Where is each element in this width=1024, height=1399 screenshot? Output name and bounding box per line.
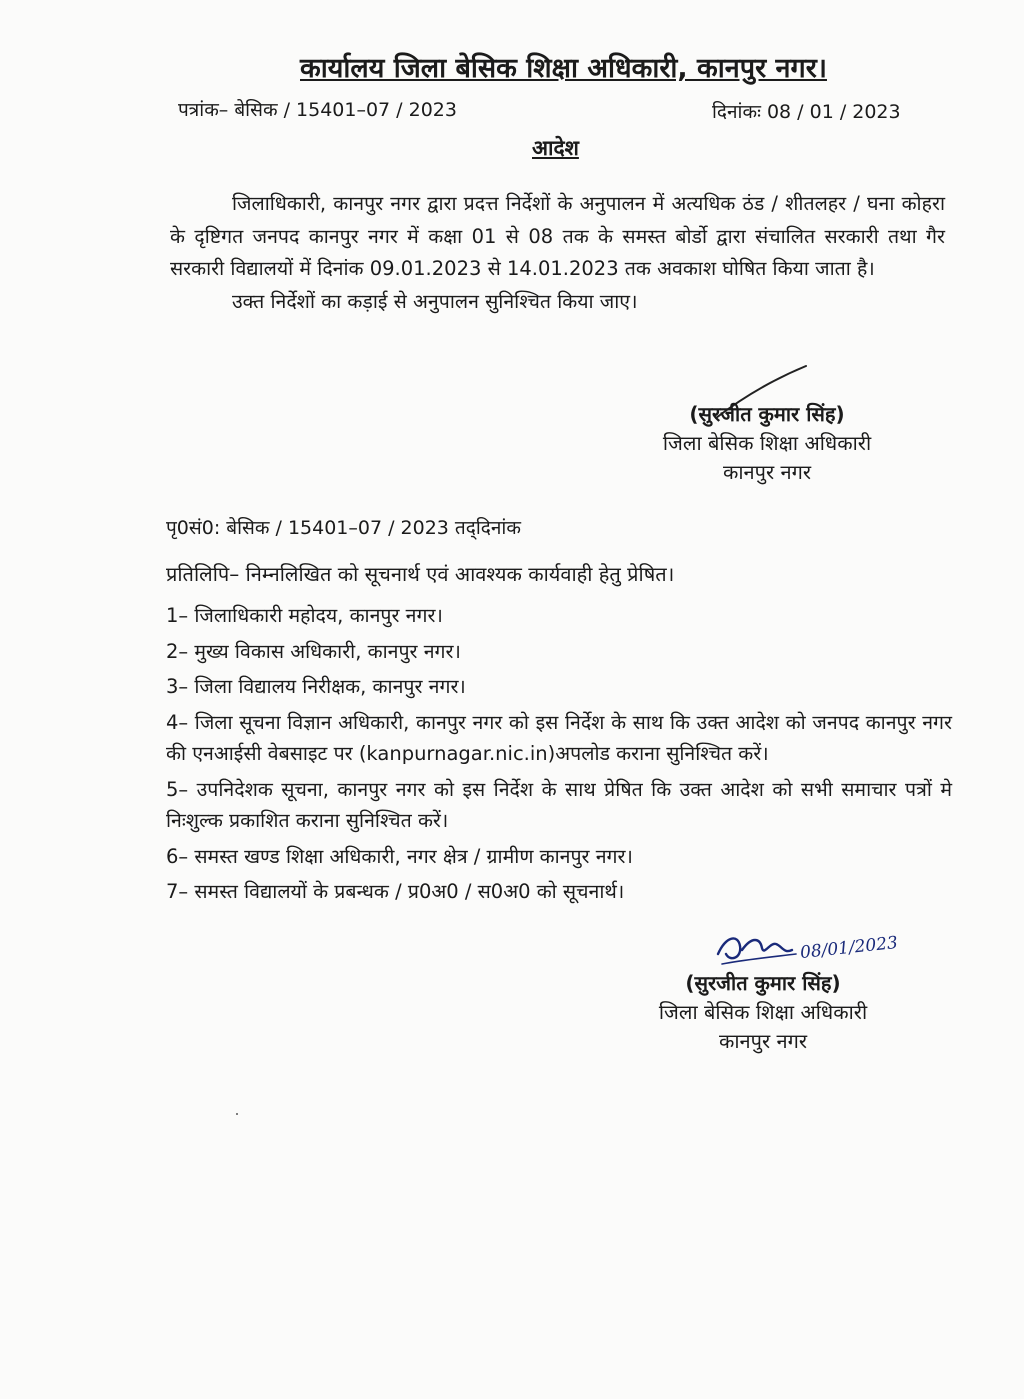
- copy-to-line: प्रतिलिपि– निम्नलिखित को सूचनार्थ एवं आवश्यक कार्यवाही हेतु प्रेषित।: [166, 562, 675, 586]
- order-paragraph: उक्त निर्देशों का कड़ाई से अनुपालन सुनिश्चित किया जाए।: [232, 289, 638, 313]
- reference-number: पत्रांक– बेसिक / 15401–07 / 2023: [178, 99, 457, 121]
- list-item: 2– मुख्य विकास अधिकारी, कानपुर नगर।: [166, 639, 461, 663]
- signatory-location: कानपुर नगर: [718, 1029, 808, 1053]
- list-item: 1– जिलाधिकारी महोदय, कानपुर नगर।: [166, 604, 443, 627]
- signatory-name: (सुरजीत कुमार सिंह): [689, 402, 845, 426]
- list-item: 6– समस्त खण्ड शिक्षा अधिकारी, नगर क्षेत्र / ग्रामीण कानपुर नगर।: [166, 844, 633, 868]
- handwritten-signature-icon: [712, 924, 804, 974]
- signatory-name: (सुरजीत कुमार सिंह): [685, 971, 841, 995]
- list-item: 4– जिला सूचना विज्ञान अधिकारी, कानपुर नगर को इस निर्देश के साथ कि उक्त आदेश को जनपद कानपुर नगर की एनआईसी वेबसाइट पर (kanpurnagar.nic.in)अपलोड कराना सुनिश्चित करें।: [166, 710, 952, 765]
- handwritten-date: 08/01/2023: [799, 932, 899, 964]
- order-paragraph: जिलाधिकारी, कानपुर नगर द्वारा प्रदत्त निर्देशों के अनुपालन में अत्यधिक ठंड / शीतलहर / घना कोहरा के दृष्टिगत जनपद कानपुर नगर में कक्षा 01 से 08 तक के समस्त बोर्डो द्वारा संचालित सरकारी तथा गैर सरकारी विद्यालयों में दिनांक 09.01.2023 से 14.01.2023 तक अवकाश घोषित किया जाता है।: [170, 192, 945, 280]
- list-item: 7– समस्त विद्यालयों के प्रबन्धक / प्र0अ0 / स0अ0 को सूचनार्थ।: [166, 880, 625, 903]
- list-item: 5– उपनिदेशक सूचना, कानपुर नगर को इस निर्देश के साथ प्रेषित कि उक्त आदेश को सभी समाचार पत्रों मे निःशुल्क प्रकाशित कराना सुनिश्चित करें।: [166, 777, 952, 832]
- list-item: 3– जिला विद्यालय निरीक्षक, कानपुर नगर।: [166, 675, 466, 698]
- signatory-location: कानपुर नगर: [722, 460, 812, 484]
- signature-block-2: [628, 969, 898, 1056]
- order-heading: आदेश: [532, 136, 579, 160]
- order-body: [170, 188, 945, 318]
- signatory-designation: जिला बेसिक शिक्षा अधिकारी: [662, 431, 872, 455]
- recipient-list: [166, 600, 952, 912]
- endorsement-reference: पृ0सं0: बेसिक / 15401–07 / 2023 तद्‌दिनांक: [166, 517, 521, 539]
- signatory-designation: जिला बेसिक शिक्षा अधिकारी: [658, 1000, 868, 1024]
- office-title: कार्यालय जिला बेसिक शिक्षा अधिकारी, कानपुर नगर।: [300, 53, 827, 84]
- signature-block-1: [632, 400, 902, 487]
- letter-date: दिनांकः 08 / 01 / 2023: [712, 101, 901, 123]
- paper-speck: [236, 1113, 238, 1115]
